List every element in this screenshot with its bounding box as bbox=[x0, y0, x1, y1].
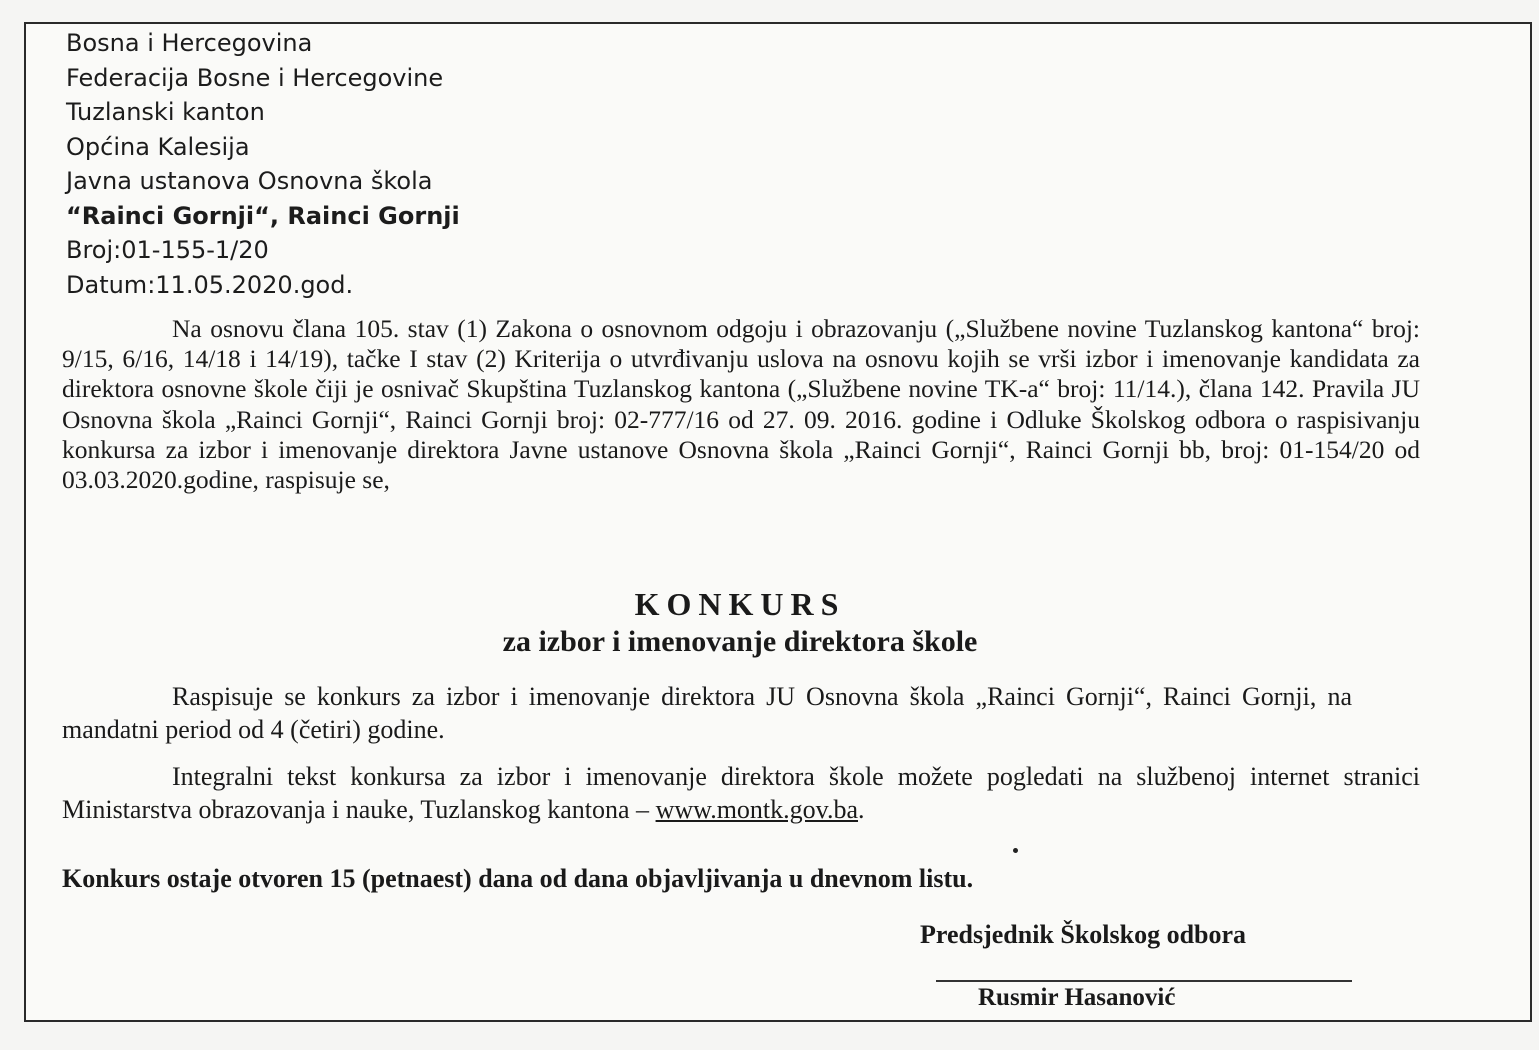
announcement-paragraph: Raspisuje se konkurs za izbor i imenovanje direktora JU Osnovna škola „Rainci Gornji“, Rainci Gornji, na mandatni period od 4 (četiri) godine. bbox=[62, 682, 1352, 744]
signer-name: Rusmir Hasanović bbox=[978, 984, 1176, 1011]
signature-line bbox=[936, 980, 1352, 982]
closing-statement: Konkurs ostaje otvoren 15 (petnaest) dana od dana objavljivanja u dnevnom listu. bbox=[62, 864, 974, 893]
ministry-website-link[interactable]: www.montk.gov.ba bbox=[655, 795, 859, 824]
header-federation: Federacija Bosne i Hercegovine bbox=[66, 63, 444, 92]
header-school-name: “Rainci Gornji“, Rainci Gornji bbox=[66, 201, 460, 230]
document-title: KONKURS bbox=[634, 586, 846, 622]
institution-header bbox=[66, 26, 460, 302]
preamble-paragraph: Na osnovu člana 105. stav (1) Zakona o osnovnom odgoju i obrazovanju („Službene novine Tuzlanskog kantona“ broj: 9/15, 6/16, 14/18 i 14/19), tačke I stav (2) Kriterija o utvrđivanju uslova na osnovu kojih se vrši izbor i imenovanje kandidata za direktora osnovne škole čiji je osnivač Skupština Tuzlanskog kantona („Službene novine TK-a“ broj: 11/14.), člana 142. Pravila JU Osnovna škola „Rainci Gornji“, Rainci Gornji broj: 02-777/16 od 27. 09. 2016. godine i Odluke Školskog odbora o raspisivanju konkursa za izbor i imenovanje direktora Javne ustanove Osnovna škola „Rainci Gornji“, Rainci Gornji bb, broj: 01-154/20 od 03.03.2020.godine, raspisuje se, bbox=[62, 314, 1420, 495]
signer-title: Predsjednik Školskog odbora bbox=[920, 920, 1247, 949]
scan-speck bbox=[1013, 848, 1018, 853]
header-institution: Javna ustanova Osnovna škola bbox=[66, 167, 433, 195]
header-municipality: Općina Kalesija bbox=[66, 132, 250, 161]
integral-text-paragraph bbox=[62, 760, 1420, 826]
document-subtitle: za izbor i imenovanje direktora škole bbox=[502, 625, 978, 658]
integral-text: Integralni tekst konkursa za izbor i imenovanje direktora škole možete pogledati na službenoj internet stranici Ministarstva obrazovanja i nauke, Tuzlanskog kantona – bbox=[62, 762, 1420, 824]
header-country: Bosna i Hercegovina bbox=[66, 29, 313, 57]
header-number: Broj:01-155-1/20 bbox=[66, 236, 269, 264]
integral-text-end: . bbox=[858, 795, 865, 824]
header-canton: Tuzlanski kanton bbox=[66, 98, 265, 126]
header-date: Datum:11.05.2020.god. bbox=[66, 270, 354, 299]
